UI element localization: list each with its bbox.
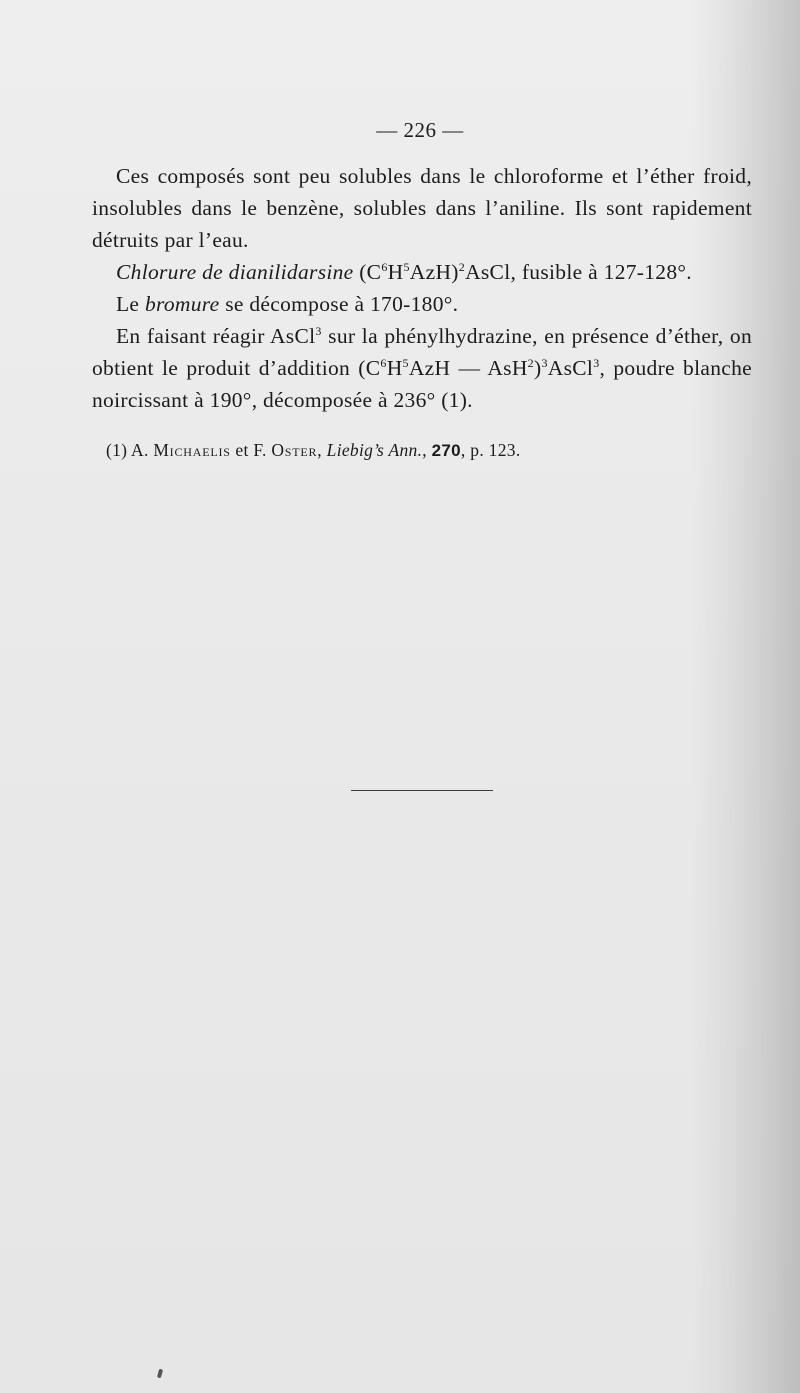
formula-superscript: 6 (381, 260, 388, 274)
text-part: ) (533, 356, 542, 380)
paragraph-solubility: Ces composés sont peu solubles dans le chloroforme et l’éther froid, insolubles dans le benzène, solubles dans l’aniline. Ils sont rapidement détruits par l’eau. (92, 164, 752, 252)
formula-part: AsCl (465, 260, 511, 284)
formula-superscript: 3 (315, 324, 322, 338)
text-part: , poudre blanche noircissant à 190°, décomposée à 236° (1). (92, 356, 753, 412)
formula-part: H (387, 260, 404, 284)
body-text (92, 160, 752, 416)
footnote-author: Oster (271, 440, 318, 460)
melting-point-text: , fusible à 127-128°. (510, 260, 692, 284)
footnote-journal: Liebig’s Ann. (326, 440, 423, 460)
footnote-joiner: et F. (230, 440, 272, 460)
paragraph-phenylhydrazine (92, 320, 752, 416)
paragraph-bromure (92, 288, 752, 320)
paragraph-chlorure (92, 256, 752, 288)
text-part: sur la phénylhydrazine, en présence d’éther, on obtient le produit d’addition (C (92, 324, 752, 380)
text-part: AzH — AsH (408, 356, 528, 380)
end-rule-divider (351, 790, 493, 791)
ink-speck (157, 1369, 163, 1379)
text-part: AsCl (547, 356, 594, 380)
footnote-marker: (1) A. (106, 440, 154, 460)
formula-superscript: 2 (458, 260, 466, 274)
formula-superscript: 3 (593, 356, 600, 370)
formula-superscript: 5 (402, 356, 409, 370)
footnote-separator: , (317, 440, 327, 460)
formula-superscript: 5 (403, 260, 410, 274)
page-number: — 226 — (376, 118, 464, 142)
lead-text: Le (116, 292, 145, 316)
text-part: H (386, 356, 403, 380)
formula-superscript: 2 (527, 356, 534, 370)
footnote-pages: , p. 123. (460, 440, 521, 460)
compound-name: Chlorure de dianilidarsine (116, 260, 354, 284)
formula-part: AzH) (409, 260, 459, 284)
decomposition-text: se décompose à 170-180°. (219, 292, 459, 316)
formula-superscript: 6 (380, 356, 387, 370)
formula-part: (C (359, 260, 382, 284)
footnote (106, 440, 521, 461)
text-part: En faisant réagir AsCl (116, 324, 316, 348)
compound-name: bromure (144, 292, 220, 316)
footnote-volume: 270 (431, 441, 461, 460)
footnote-separator: , (422, 440, 432, 460)
footnote-author: Michaelis (153, 440, 231, 460)
formula-superscript: 3 (541, 356, 548, 370)
